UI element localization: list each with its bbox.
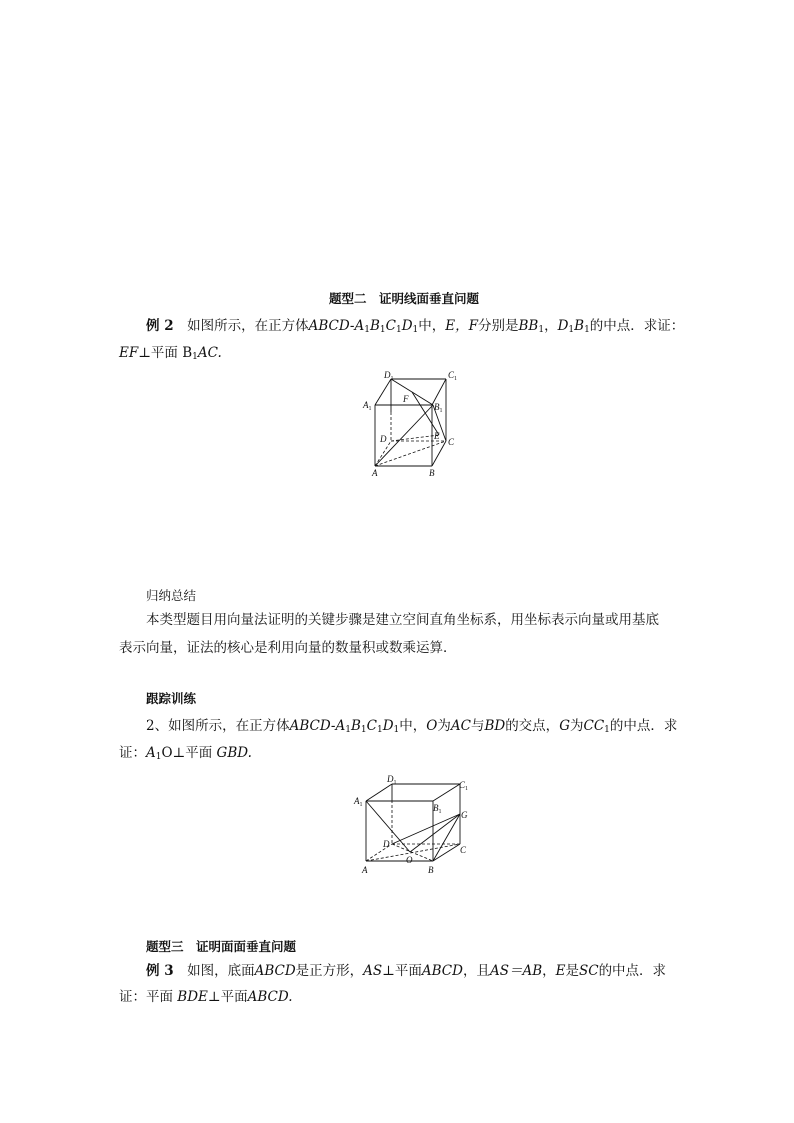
svg-text:C1: $C_1$ (448, 370, 458, 382)
svg-text:G: G (461, 810, 468, 820)
svg-text:D1: $D_1$ (384, 370, 394, 382)
text: 的中点．求 (598, 963, 667, 979)
svg-text:A: A (372, 468, 378, 478)
text: ， (542, 963, 556, 979)
svg-text:B1: $B_1$ (433, 803, 442, 815)
practice-line-1: 2、如图所示，在正方体ABCD-$A_1B_1C_1D_1$中，O为AC与BD的交点，G为$CC_1$的中点．求 (146, 718, 678, 735)
math: ABCD. (247, 989, 293, 1005)
math: AC (450, 718, 471, 734)
svg-text:D1: $D_1$ (387, 774, 397, 786)
math: BD (484, 718, 506, 734)
text: ，且 (462, 963, 490, 979)
text: 中， (418, 318, 446, 334)
math: ABCD (421, 963, 463, 979)
example-3-line-1 (146, 961, 666, 981)
math: AS＝AB (489, 963, 543, 979)
text: ⊥平面 (207, 989, 248, 1005)
svg-text:D: D (380, 434, 387, 444)
text: ， (544, 318, 558, 334)
example-2-line-1: 例 2 如图所示，在正方体ABCD-$A_1B_1C_1D_1$中，E，F分别是$BB_1$，$D_1B_1$的中点．求证： (146, 318, 685, 335)
svg-text:B: B (428, 865, 434, 875)
example-2-line-2: EF⊥平面 $B_1AC$. (119, 345, 222, 362)
text: 是正方形， (295, 963, 364, 979)
text: 是 (565, 963, 579, 979)
math: CC (583, 718, 605, 734)
text: 中， (399, 718, 427, 734)
text: 为 (569, 718, 584, 734)
math: SC (578, 963, 599, 979)
text: 2、如图所示，在正方体 (146, 718, 290, 734)
svg-text:A1: $A_1$ (354, 796, 363, 808)
text: ⊥平面 B (138, 345, 193, 361)
example-3-line-2 (119, 987, 293, 1007)
summary-line-2: 表示向量，证法的核心是利用向量的数量积或数乘运算． (119, 640, 457, 656)
svg-text:A: A (362, 865, 368, 875)
math: E，F (445, 318, 478, 334)
text: 如图所示，在正方体 (187, 318, 309, 334)
math: A (146, 745, 156, 761)
text: ⊥平面 (382, 963, 422, 979)
text: 的交点， (505, 718, 560, 734)
cube-figure-2 (350, 772, 480, 878)
svg-text:B1: $B_1$ (434, 402, 443, 414)
math: AC. (197, 345, 222, 361)
text: 证：平面 (119, 989, 173, 1005)
math: EF (119, 345, 139, 361)
text: 的中点．求证： (589, 318, 685, 334)
svg-text:C1: $C_1$ (459, 780, 469, 792)
text: 证： (119, 745, 146, 761)
math: ABCD-A (289, 718, 346, 734)
text: 的中点．求 (609, 718, 678, 734)
math: BDE (177, 989, 208, 1005)
math: D (557, 318, 569, 334)
section-3-title: 题型三 证明面面垂直问题 (146, 939, 297, 954)
text: O⊥平面 (161, 745, 213, 761)
math: GBD. (216, 745, 252, 761)
math: BB (518, 318, 539, 334)
math: E (555, 963, 566, 979)
svg-text:A1: $A_1$ (363, 400, 372, 412)
text: 如图，底面 (187, 963, 255, 979)
svg-text:F: F (403, 394, 409, 404)
summary-title: 归纳总结 (146, 588, 197, 603)
summary-line-1: 本类型题目用向量法证明的关键步骤是建立空间直角坐标系，用坐标表示向量或用基底 (146, 612, 659, 628)
svg-text:C: C (460, 845, 467, 855)
cube-figure-1 (355, 368, 465, 480)
math: O (426, 718, 438, 734)
example-label: 例 3 (146, 963, 174, 979)
svg-text:C: C (448, 437, 455, 447)
practice-line-2: 证：$A_1O\perp$平面 GBD. (119, 745, 252, 762)
text: 为 (437, 718, 451, 734)
svg-text:E: E (434, 431, 440, 441)
svg-text:O: O (406, 855, 413, 865)
text: 分别是 (478, 318, 519, 334)
svg-text:B: B (429, 468, 435, 478)
math: ABCD-A (308, 318, 365, 334)
text: 与 (470, 718, 485, 734)
example-label: 例 2 (146, 318, 174, 334)
svg-text:D: D (383, 839, 390, 849)
practice-title: 跟踪训练 (146, 691, 197, 706)
math: G (559, 718, 570, 734)
math: ABCD (254, 963, 296, 979)
math: AS (363, 963, 383, 979)
section-title: 题型二 证明线面垂直问题 (329, 291, 480, 306)
